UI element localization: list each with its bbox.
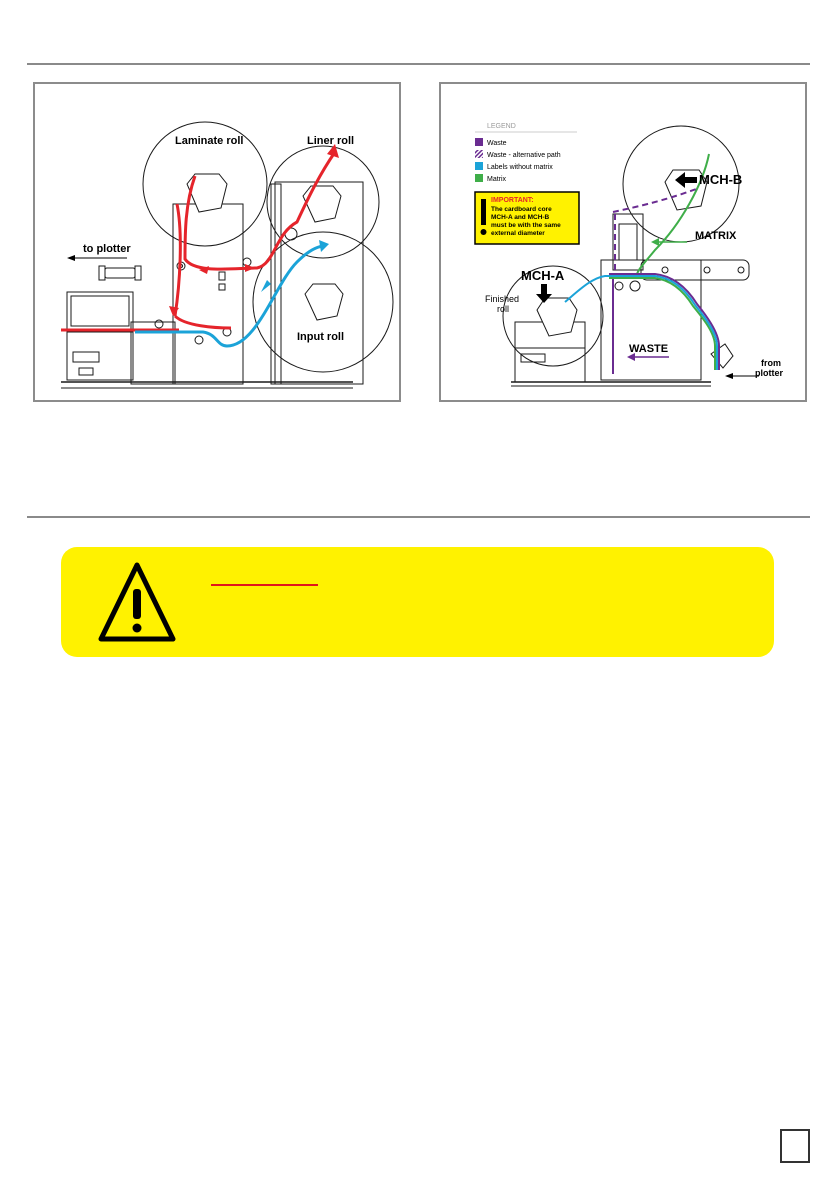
matrix-label: MATRIX	[695, 230, 737, 242]
mch-a-label: MCH-A	[521, 268, 565, 283]
finished-roll-label-1: Finished	[485, 294, 520, 304]
warning-triangle-icon	[97, 559, 177, 649]
legend-swatch-labels	[475, 162, 483, 170]
legend-item-waste: Waste	[487, 140, 507, 147]
legend-item-matrix: Matrix	[487, 176, 507, 183]
labels-web-path	[565, 276, 717, 370]
important-line-2: MCH-A and MCH-B	[491, 214, 550, 221]
legend-swatch-waste	[475, 138, 483, 146]
legend-item-labels: Labels without matrix	[487, 164, 553, 171]
rewind-path-diagram	[439, 82, 807, 402]
important-line-4: external diameter	[491, 230, 545, 237]
important-title: IMPORTANT:	[491, 197, 534, 204]
input-roll-label: Input roll	[297, 331, 345, 343]
exclamation-icon	[481, 199, 486, 225]
finished-roll-label-2: roll	[497, 304, 510, 314]
legend-swatch-matrix	[475, 174, 483, 182]
rewind-drawing	[441, 84, 807, 402]
warning-callout	[61, 547, 774, 657]
page-number-box	[780, 1129, 810, 1163]
warning-title-underline	[211, 584, 318, 586]
important-line-3: must be with the same	[491, 222, 561, 229]
to-plotter-label: to plotter	[83, 243, 131, 255]
section-rule	[27, 516, 810, 518]
lamination-drawing	[35, 84, 401, 402]
legend-title: LEGEND	[487, 123, 516, 130]
legend-item-waste-alt: Waste - alternative path	[487, 152, 561, 159]
from-plotter-label-1: from	[761, 358, 781, 368]
lamination-path-diagram	[33, 82, 401, 402]
legend-swatch-waste-alt	[475, 150, 483, 158]
waste-label: WASTE	[629, 343, 669, 355]
important-line-1: The cardboard core	[491, 206, 552, 213]
liner-roll-label: Liner roll	[307, 135, 355, 147]
laminate-web-path	[175, 204, 180, 316]
mch-b-label: MCH-B	[699, 172, 743, 187]
top-rule	[27, 63, 810, 65]
laminate-roll-label: Laminate roll	[175, 135, 244, 147]
from-plotter-label-2: plotter	[755, 368, 783, 378]
